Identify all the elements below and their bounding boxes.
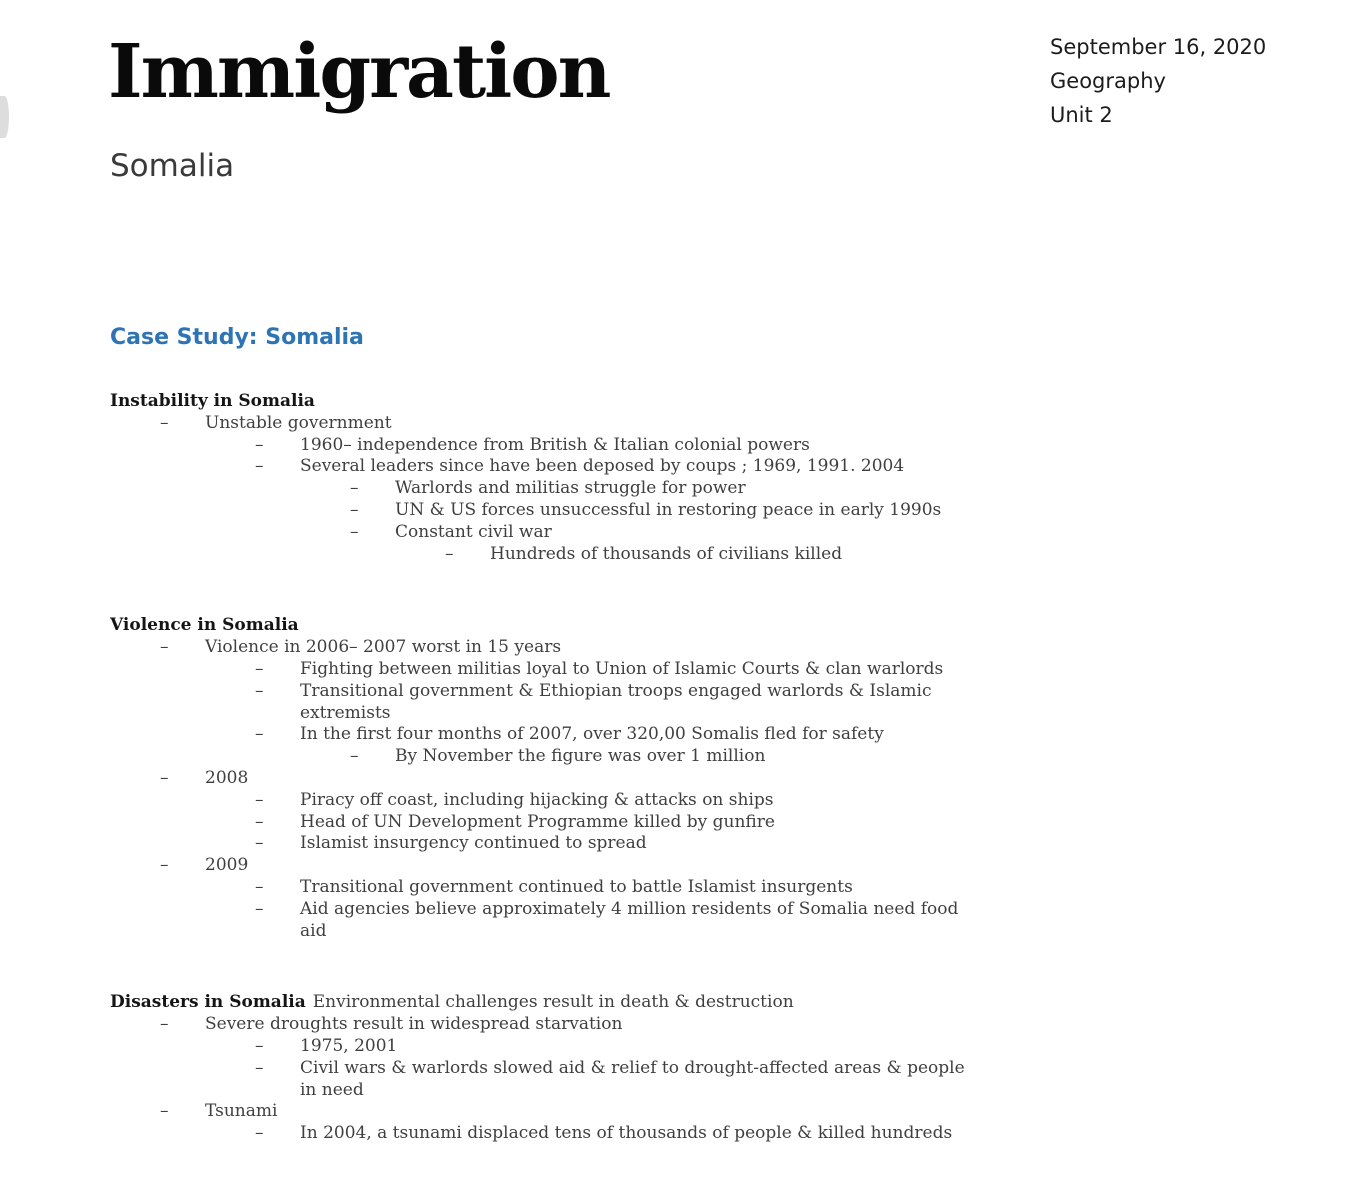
bullet-marker: – (255, 876, 264, 897)
bullet-marker: – (255, 456, 264, 477)
list-item (255, 1036, 982, 1058)
list-item-text: Constant civil war (395, 521, 552, 542)
list-item (255, 812, 982, 834)
list-item (255, 1058, 982, 1102)
list-item-text: Islamist insurgency continued to spread (300, 833, 647, 854)
section (110, 615, 982, 942)
bullet-marker: – (160, 1101, 169, 1122)
bullet-marker: – (160, 412, 169, 433)
list-item (350, 746, 982, 768)
list-item (350, 500, 982, 522)
bullet-marker: – (160, 1014, 169, 1035)
list-item (350, 522, 982, 544)
case-study-heading: Case Study: Somalia (110, 325, 364, 350)
section-heading-suffix: Environmental challenges result in death & destruction (312, 992, 794, 1013)
document-title: Immigration (108, 29, 610, 115)
section-heading-text: Violence in Somalia (110, 615, 299, 636)
list-item (160, 1101, 982, 1123)
list-item-text: In 2004, a tsunami displaced tens of thousands of people & killed hundreds (300, 1123, 953, 1144)
list-item (445, 544, 982, 566)
list-item (160, 1014, 982, 1036)
bullet-marker: – (160, 855, 169, 876)
bullet-marker: – (255, 811, 264, 832)
bullet-marker: – (255, 833, 264, 854)
list-item-text: Transitional government & Ethiopian troops engaged warlords & Islamic extremists (300, 680, 932, 723)
bullet-marker: – (350, 478, 359, 499)
list-item-text: Hundreds of thousands of civilians killed (490, 543, 843, 564)
bullet-marker: – (255, 1035, 264, 1056)
meta-block (1050, 30, 1266, 132)
list-item-text: Civil wars & warlords slowed aid & relief to drought-affected areas & people in need (300, 1057, 965, 1100)
bullet-marker: – (255, 789, 264, 810)
list-item (160, 768, 982, 790)
document-subtitle: Somalia (110, 148, 235, 184)
list-item (255, 1123, 982, 1145)
meta-unit: Unit 2 (1050, 103, 1113, 127)
list-item (160, 413, 982, 435)
bullet-marker: – (255, 434, 264, 455)
list-item (255, 659, 982, 681)
list-item-text: 2009 (205, 855, 249, 876)
section-heading-text: Instability in Somalia (110, 391, 315, 411)
bullet-marker: – (255, 1057, 264, 1078)
sections (110, 391, 982, 1145)
list-item-text: Unstable government (205, 412, 392, 433)
list-item-text: UN & US forces unsuccessful in restoring peace in early 1990s (395, 499, 942, 520)
list-item-text: By November the figure was over 1 million (395, 746, 766, 767)
section-heading (110, 391, 982, 413)
list-item (350, 478, 982, 500)
list-item-text: Aid agencies believe approximately 4 million residents of Somalia need food aid (300, 898, 959, 941)
list-item-text: Several leaders since have been deposed by coups ; 1969, 1991. 2004 (300, 456, 905, 477)
list-item-text: Fighting between militias loyal to Union of Islamic Courts & clan warlords (300, 658, 944, 679)
list-item (255, 681, 982, 725)
list-item-text: Severe droughts result in widespread starvation (205, 1014, 623, 1035)
list-item (255, 790, 982, 812)
list-item (255, 833, 982, 855)
list-item (255, 456, 982, 478)
list-item (255, 899, 982, 943)
bullet-marker: – (255, 898, 264, 919)
section-heading-text: Disasters in Somalia (110, 992, 306, 1013)
section (110, 992, 982, 1145)
list-item-text: Piracy off coast, including hijacking & attacks on ships (300, 789, 774, 810)
meta-course: Geography (1050, 69, 1166, 93)
list-item (255, 724, 982, 746)
bullet-marker: – (350, 521, 359, 542)
list-item-text: Warlords and militias struggle for power (395, 478, 746, 499)
document-body (110, 391, 982, 1195)
section (110, 391, 982, 565)
list-item-text: 2008 (205, 767, 249, 788)
list-item-text: 1975, 2001 (300, 1035, 398, 1056)
list-item (160, 637, 982, 659)
list-item (255, 877, 982, 899)
bullet-marker: – (255, 680, 264, 701)
page-edge-artifact (0, 96, 9, 138)
list-item-text: In the first four months of 2007, over 320,00 Somalis fled for safety (300, 724, 884, 745)
section-heading (110, 615, 982, 637)
bullet-marker: – (350, 746, 359, 767)
list-item (255, 435, 982, 457)
list-item-text: Violence in 2006– 2007 worst in 15 years (205, 637, 562, 658)
bullet-marker: – (255, 724, 264, 745)
meta-date: September 16, 2020 (1050, 35, 1267, 59)
list-item-text: Tsunami (205, 1101, 278, 1122)
bullet-marker: – (160, 767, 169, 788)
section-heading (110, 992, 982, 1014)
list-item-text: Head of UN Development Programme killed by gunfire (300, 811, 775, 832)
list-item-text: Transitional government continued to battle Islamist insurgents (300, 876, 853, 897)
bullet-marker: – (350, 499, 359, 520)
list-item-text: 1960– independence from British & Italian colonial powers (300, 434, 810, 455)
list-item (160, 855, 982, 877)
bullet-marker: – (445, 543, 454, 564)
bullet-marker: – (160, 637, 169, 658)
bullet-marker: – (255, 1123, 264, 1144)
bullet-marker: – (255, 658, 264, 679)
